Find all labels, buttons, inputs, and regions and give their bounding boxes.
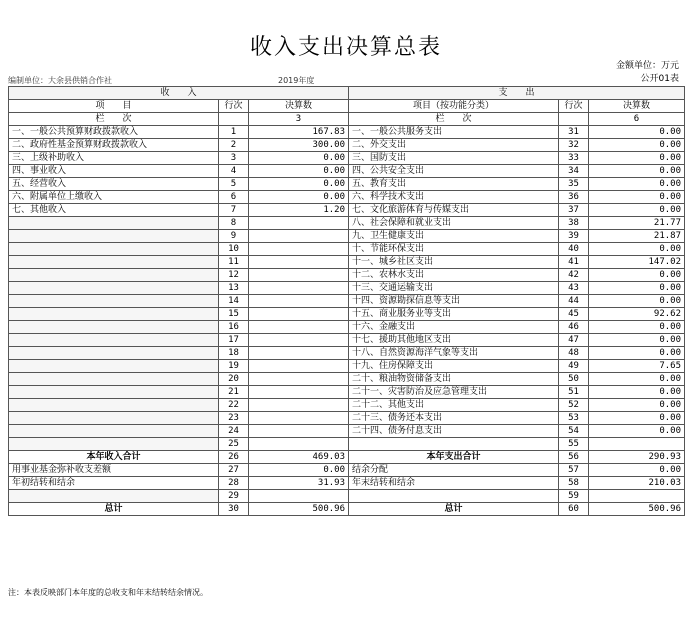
org-label: 编制单位：大余县供销合作社 bbox=[8, 76, 112, 85]
expense-item-cell: 九、卫生健康支出 bbox=[349, 230, 559, 243]
total-row bbox=[9, 490, 685, 503]
expense-line-cell: 32 bbox=[559, 139, 589, 152]
expense-item-cell: 结余分配 bbox=[349, 464, 559, 477]
expense-amount-cell bbox=[589, 438, 685, 451]
expense-item-cell: 年末结转和结余 bbox=[349, 477, 559, 490]
expense-line-cell: 44 bbox=[559, 295, 589, 308]
expense-line-cell: 59 bbox=[559, 490, 589, 503]
income-section-header: 收 入 bbox=[9, 87, 349, 100]
expense-line-cell: 54 bbox=[559, 425, 589, 438]
expense-amount-cell: 21.87 bbox=[589, 230, 685, 243]
income-item-cell bbox=[9, 425, 219, 438]
table-row bbox=[9, 347, 685, 360]
income-line-cell: 4 bbox=[219, 165, 249, 178]
income-line-cell: 17 bbox=[219, 334, 249, 347]
expense-line-cell: 46 bbox=[559, 321, 589, 334]
expense-line-cell: 60 bbox=[559, 503, 589, 516]
income-amount-cell bbox=[249, 490, 349, 503]
income-line-cell: 20 bbox=[219, 373, 249, 386]
table-row bbox=[9, 243, 685, 256]
expense-item-cell: 本年支出合计 bbox=[349, 451, 559, 464]
income-item-cell: 用事业基金弥补收支差额 bbox=[9, 464, 219, 477]
expense-item-cell: 二十一、灾害防治及应急管理支出 bbox=[349, 386, 559, 399]
expense-line-cell: 42 bbox=[559, 269, 589, 282]
expense-line-cell: 47 bbox=[559, 334, 589, 347]
income-item-cell bbox=[9, 308, 219, 321]
income-line-cell: 14 bbox=[219, 295, 249, 308]
expense-amount-cell: 0.00 bbox=[589, 126, 685, 139]
income-item-cell: 六、附属单位上缴收入 bbox=[9, 191, 219, 204]
expense-item-cell: 二十四、债务付息支出 bbox=[349, 425, 559, 438]
expense-item-cell: 四、公共安全支出 bbox=[349, 165, 559, 178]
section-header-row bbox=[9, 87, 685, 100]
table-row bbox=[9, 373, 685, 386]
total-row bbox=[9, 464, 685, 477]
income-line-cell: 2 bbox=[219, 139, 249, 152]
expense-amount-cell: 0.00 bbox=[589, 191, 685, 204]
income-line-cell: 1 bbox=[219, 126, 249, 139]
expense-line-cell: 52 bbox=[559, 399, 589, 412]
expense-line-cell: 37 bbox=[559, 204, 589, 217]
expense-item-cell: 十五、商业服务业等支出 bbox=[349, 308, 559, 321]
column-number-row bbox=[9, 113, 685, 126]
expense-line-cell: 51 bbox=[559, 386, 589, 399]
income-line-cell: 24 bbox=[219, 425, 249, 438]
table-row bbox=[9, 217, 685, 230]
expense-item-cell: 十四、资源勘探信息等支出 bbox=[349, 295, 559, 308]
expense-amount-cell: 0.00 bbox=[589, 386, 685, 399]
income-line-cell: 18 bbox=[219, 347, 249, 360]
income-line-cell: 27 bbox=[219, 464, 249, 477]
expense-line-cell: 57 bbox=[559, 464, 589, 477]
income-item-cell: 四、事业收入 bbox=[9, 165, 219, 178]
income-item-cell bbox=[9, 256, 219, 269]
income-amount-cell bbox=[249, 256, 349, 269]
table-row bbox=[9, 399, 685, 412]
expense-line-cell: 33 bbox=[559, 152, 589, 165]
income-amount-cell bbox=[249, 399, 349, 412]
income-line-cell: 30 bbox=[219, 503, 249, 516]
table-row bbox=[9, 412, 685, 425]
expense-amount-cell: 0.00 bbox=[589, 165, 685, 178]
expense-item-cell: 十八、自然资源海洋气象等支出 bbox=[349, 347, 559, 360]
expense-line-blank bbox=[559, 113, 589, 126]
income-line-cell: 6 bbox=[219, 191, 249, 204]
table-row bbox=[9, 425, 685, 438]
income-line-cell: 19 bbox=[219, 360, 249, 373]
income-amount-cell: 300.00 bbox=[249, 139, 349, 152]
expense-amount-cell: 0.00 bbox=[589, 321, 685, 334]
income-item-cell: 三、上级补助收入 bbox=[9, 152, 219, 165]
income-item-cell bbox=[9, 217, 219, 230]
expense-amount-cell: 0.00 bbox=[589, 178, 685, 191]
expense-item-cell bbox=[349, 490, 559, 503]
table-row bbox=[9, 152, 685, 165]
total-row bbox=[9, 477, 685, 490]
income-item-cell bbox=[9, 438, 219, 451]
expense-line-header: 行次 bbox=[559, 100, 589, 113]
expense-item-cell: 三、国防支出 bbox=[349, 152, 559, 165]
income-amount-cell bbox=[249, 425, 349, 438]
table-row bbox=[9, 191, 685, 204]
income-line-cell: 10 bbox=[219, 243, 249, 256]
expense-amount-cell: 0.00 bbox=[589, 295, 685, 308]
income-line-cell: 5 bbox=[219, 178, 249, 191]
table-row bbox=[9, 360, 685, 373]
expense-item-cell: 七、文化旅游体育与传媒支出 bbox=[349, 204, 559, 217]
income-item-cell bbox=[9, 230, 219, 243]
expense-amount-cell: 0.00 bbox=[589, 464, 685, 477]
sheet-code: 公开01表 bbox=[640, 74, 679, 84]
income-amount-cell bbox=[249, 295, 349, 308]
summary-table bbox=[8, 86, 685, 516]
expense-item-cell: 二十、粮油物资储备支出 bbox=[349, 373, 559, 386]
table-row bbox=[9, 178, 685, 191]
table-row bbox=[9, 386, 685, 399]
expense-item-cell: 十、节能环保支出 bbox=[349, 243, 559, 256]
income-line-cell: 16 bbox=[219, 321, 249, 334]
expense-item-cell: 十九、住房保障支出 bbox=[349, 360, 559, 373]
income-amount-cell: 1.20 bbox=[249, 204, 349, 217]
income-amount-cell: 0.00 bbox=[249, 191, 349, 204]
income-line-cell: 3 bbox=[219, 152, 249, 165]
expense-amount-cell: 0.00 bbox=[589, 152, 685, 165]
income-amount-cell bbox=[249, 308, 349, 321]
expense-item-cell: 二十二、其他支出 bbox=[349, 399, 559, 412]
expense-item-cell: 八、社会保障和就业支出 bbox=[349, 217, 559, 230]
footnote: 注：本表反映部门本年度的总收支和年末结转结余情况。 bbox=[8, 588, 208, 597]
income-amount-cell bbox=[249, 321, 349, 334]
expense-amount-cell: 0.00 bbox=[589, 139, 685, 152]
table-row bbox=[9, 139, 685, 152]
expense-line-cell: 31 bbox=[559, 126, 589, 139]
income-item-cell bbox=[9, 321, 219, 334]
income-item-cell bbox=[9, 360, 219, 373]
expense-line-cell: 35 bbox=[559, 178, 589, 191]
income-item-cell bbox=[9, 412, 219, 425]
expense-item-cell bbox=[349, 438, 559, 451]
expense-line-cell: 49 bbox=[559, 360, 589, 373]
income-amount-header: 决算数 bbox=[249, 100, 349, 113]
table-row bbox=[9, 295, 685, 308]
expense-line-cell: 43 bbox=[559, 282, 589, 295]
expense-item-cell: 十三、交通运输支出 bbox=[349, 282, 559, 295]
expense-col-label: 栏 次 bbox=[349, 113, 559, 126]
total-row bbox=[9, 503, 685, 516]
income-line-cell: 7 bbox=[219, 204, 249, 217]
expense-amount-cell: 0.00 bbox=[589, 282, 685, 295]
income-amount-cell bbox=[249, 243, 349, 256]
income-amount-cell: 31.93 bbox=[249, 477, 349, 490]
expense-amount-cell: 0.00 bbox=[589, 373, 685, 386]
expense-item-cell: 二、外交支出 bbox=[349, 139, 559, 152]
expense-amount-header: 决算数 bbox=[589, 100, 685, 113]
expense-amount-cell: 0.00 bbox=[589, 412, 685, 425]
income-amount-cell bbox=[249, 269, 349, 282]
income-item-cell bbox=[9, 373, 219, 386]
expense-amount-cell: 210.03 bbox=[589, 477, 685, 490]
expense-item-cell: 十二、农林水支出 bbox=[349, 269, 559, 282]
total-row bbox=[9, 451, 685, 464]
expense-item-cell: 十七、援助其他地区支出 bbox=[349, 334, 559, 347]
expense-item-cell: 六、科学技术支出 bbox=[349, 191, 559, 204]
income-amount-cell bbox=[249, 412, 349, 425]
year-label: 2019年度 bbox=[278, 76, 315, 85]
income-line-cell: 13 bbox=[219, 282, 249, 295]
income-amount-cell: 500.96 bbox=[249, 503, 349, 516]
income-line-cell: 23 bbox=[219, 412, 249, 425]
expense-line-cell: 55 bbox=[559, 438, 589, 451]
income-item-cell bbox=[9, 282, 219, 295]
income-line-cell: 28 bbox=[219, 477, 249, 490]
income-item-cell: 一、一般公共预算财政拨款收入 bbox=[9, 126, 219, 139]
income-line-header: 行次 bbox=[219, 100, 249, 113]
income-amount-cell bbox=[249, 360, 349, 373]
income-amount-cell: 0.00 bbox=[249, 464, 349, 477]
income-line-cell: 25 bbox=[219, 438, 249, 451]
income-item-cell bbox=[9, 243, 219, 256]
expense-item-cell: 十一、城乡社区支出 bbox=[349, 256, 559, 269]
income-amount-cell bbox=[249, 282, 349, 295]
expense-line-cell: 36 bbox=[559, 191, 589, 204]
income-amount-cell bbox=[249, 373, 349, 386]
expense-section-header: 支 出 bbox=[349, 87, 685, 100]
table-row bbox=[9, 282, 685, 295]
income-item-cell bbox=[9, 347, 219, 360]
income-line-cell: 11 bbox=[219, 256, 249, 269]
income-amount-cell: 167.83 bbox=[249, 126, 349, 139]
income-amount-cell bbox=[249, 217, 349, 230]
income-line-cell: 26 bbox=[219, 451, 249, 464]
income-item-cell bbox=[9, 334, 219, 347]
income-amount-cell bbox=[249, 438, 349, 451]
expense-line-cell: 53 bbox=[559, 412, 589, 425]
table-row bbox=[9, 230, 685, 243]
expense-line-cell: 40 bbox=[559, 243, 589, 256]
expense-item-cell: 十六、金融支出 bbox=[349, 321, 559, 334]
income-line-cell: 21 bbox=[219, 386, 249, 399]
expense-item-cell: 一、一般公共服务支出 bbox=[349, 126, 559, 139]
expense-item-cell: 二十三、债务还本支出 bbox=[349, 412, 559, 425]
expense-line-cell: 48 bbox=[559, 347, 589, 360]
income-line-cell: 29 bbox=[219, 490, 249, 503]
expense-line-cell: 45 bbox=[559, 308, 589, 321]
income-item-cell bbox=[9, 490, 219, 503]
page-title: 收入支出决算总表 bbox=[249, 35, 442, 60]
expense-amount-cell: 0.00 bbox=[589, 243, 685, 256]
income-amount-cell: 0.00 bbox=[249, 165, 349, 178]
expense-line-cell: 50 bbox=[559, 373, 589, 386]
income-amount-cell bbox=[249, 347, 349, 360]
income-amount-cell: 469.03 bbox=[249, 451, 349, 464]
expense-line-cell: 34 bbox=[559, 165, 589, 178]
expense-amount-cell: 21.77 bbox=[589, 217, 685, 230]
expense-amount-cell: 7.65 bbox=[589, 360, 685, 373]
table-row bbox=[9, 438, 685, 451]
income-item-header: 项 目 bbox=[9, 100, 219, 113]
expense-amount-cell: 0.00 bbox=[589, 347, 685, 360]
table-row bbox=[9, 269, 685, 282]
expense-col-number: 6 bbox=[589, 113, 685, 126]
expense-amount-cell: 0.00 bbox=[589, 269, 685, 282]
income-line-cell: 8 bbox=[219, 217, 249, 230]
income-amount-cell bbox=[249, 230, 349, 243]
income-col-label: 栏 次 bbox=[9, 113, 219, 126]
income-item-cell bbox=[9, 295, 219, 308]
income-item-cell: 年初结转和结余 bbox=[9, 477, 219, 490]
expense-amount-cell: 0.00 bbox=[589, 425, 685, 438]
column-header-row bbox=[9, 100, 685, 113]
income-item-cell bbox=[9, 399, 219, 412]
income-item-cell: 七、其他收入 bbox=[9, 204, 219, 217]
income-item-cell: 总计 bbox=[9, 503, 219, 516]
income-item-cell bbox=[9, 386, 219, 399]
expense-amount-cell: 0.00 bbox=[589, 204, 685, 217]
expense-line-cell: 39 bbox=[559, 230, 589, 243]
table-row bbox=[9, 165, 685, 178]
expense-amount-cell: 0.00 bbox=[589, 334, 685, 347]
income-col-number: 3 bbox=[249, 113, 349, 126]
expense-line-cell: 38 bbox=[559, 217, 589, 230]
expense-item-cell: 总计 bbox=[349, 503, 559, 516]
income-item-cell: 本年收入合计 bbox=[9, 451, 219, 464]
table-row bbox=[9, 308, 685, 321]
income-amount-cell: 0.00 bbox=[249, 152, 349, 165]
table-row bbox=[9, 256, 685, 269]
income-amount-cell bbox=[249, 334, 349, 347]
expense-amount-cell: 0.00 bbox=[589, 399, 685, 412]
income-item-cell: 二、政府性基金预算财政拨款收入 bbox=[9, 139, 219, 152]
income-line-cell: 9 bbox=[219, 230, 249, 243]
income-line-cell: 12 bbox=[219, 269, 249, 282]
table-row bbox=[9, 204, 685, 217]
expense-line-cell: 41 bbox=[559, 256, 589, 269]
expense-line-cell: 56 bbox=[559, 451, 589, 464]
income-line-blank bbox=[219, 113, 249, 126]
income-amount-cell: 0.00 bbox=[249, 178, 349, 191]
table-row bbox=[9, 126, 685, 139]
table-row bbox=[9, 321, 685, 334]
expense-item-header: 项目（按功能分类） bbox=[349, 100, 559, 113]
income-amount-cell bbox=[249, 386, 349, 399]
income-line-cell: 15 bbox=[219, 308, 249, 321]
expense-item-cell: 五、教育支出 bbox=[349, 178, 559, 191]
income-item-cell: 五、经营收入 bbox=[9, 178, 219, 191]
expense-line-cell: 58 bbox=[559, 477, 589, 490]
expense-amount-cell: 147.02 bbox=[589, 256, 685, 269]
expense-amount-cell bbox=[589, 490, 685, 503]
table-row bbox=[9, 334, 685, 347]
expense-amount-cell: 290.93 bbox=[589, 451, 685, 464]
income-line-cell: 22 bbox=[219, 399, 249, 412]
expense-amount-cell: 92.62 bbox=[589, 308, 685, 321]
expense-amount-cell: 500.96 bbox=[589, 503, 685, 516]
income-item-cell bbox=[9, 269, 219, 282]
unit-label: 金额单位：万元 bbox=[615, 61, 679, 71]
